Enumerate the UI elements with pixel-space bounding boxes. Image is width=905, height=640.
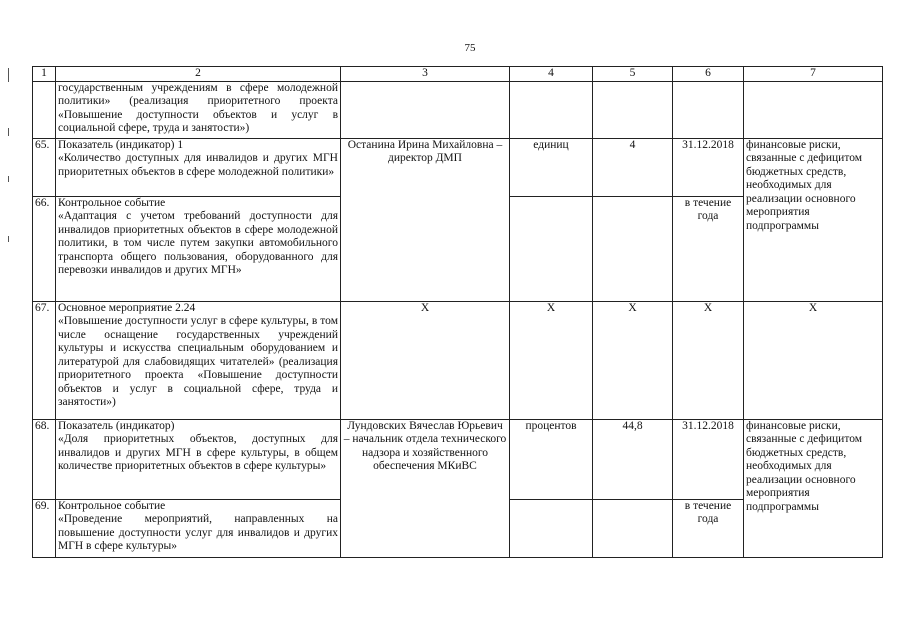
row-value: 44,8 — [593, 419, 673, 499]
row-responsible — [341, 81, 510, 138]
row-name — [56, 499, 341, 557]
row-unit — [510, 196, 593, 301]
table-row — [33, 301, 883, 419]
row-risk: Х — [744, 301, 883, 419]
row-date: 31.12.2018 — [673, 138, 744, 196]
table-row — [33, 81, 883, 138]
row-responsible: Останина Ирина Михайловна – директор ДМП — [341, 138, 510, 301]
header-cell: 1 — [33, 67, 56, 82]
row-number: 66. — [33, 196, 56, 301]
row-date: 31.12.2018 — [673, 419, 744, 499]
row-name: государственным учреждениям в сфере молодежной политики» (реализация приоритетного проекта «Повышение доступности объектов и услуг в социальной сфере, труда и занятости») — [56, 81, 341, 138]
row-number: 67. — [33, 301, 56, 419]
margin-mark — [8, 176, 9, 182]
margin-mark — [8, 128, 9, 136]
row-number: 65. — [33, 138, 56, 196]
row-number — [33, 81, 56, 138]
row-description: «Количество доступных для инвалидов и других МГН приоритетных объектов в сфере молодежной политики» — [58, 152, 338, 178]
row-name — [56, 138, 341, 196]
row-name — [56, 419, 341, 499]
header-row — [33, 67, 883, 82]
header-cell: 6 — [673, 67, 744, 82]
row-value — [593, 499, 673, 557]
row-title: Контрольное событие — [58, 196, 166, 209]
row-description: «Проведение мероприятий, направленных на повышение доступности услуг для инвалидов и других МГН в сфере культуры» — [58, 513, 338, 552]
row-date: Х — [673, 301, 744, 419]
row-title: Показатель (индикатор) 1 — [58, 138, 184, 151]
margin-mark — [8, 236, 9, 242]
header-cell: 5 — [593, 67, 673, 82]
row-number: 68. — [33, 419, 56, 499]
margin-mark — [8, 68, 9, 82]
header-cell: 7 — [744, 67, 883, 82]
row-name — [56, 196, 341, 301]
row-responsible: Лундовских Вячеслав Юрьевич – начальник отдела технического надзора и хозяйственного обеспечения МКиВС — [341, 419, 510, 557]
row-date — [673, 81, 744, 138]
table-row — [33, 419, 883, 499]
row-risk: финансовые риски, связанные с дефицитом бюджетных средств, необходимых для реализации основного мероприятия подпрограммы — [744, 138, 883, 301]
row-description: «Доля приоритетных объектов, доступных для инвалидов и других МГН в сфере культуры, в общем количестве приоритетных объектов в сфере культуры» — [58, 433, 338, 472]
row-value: 4 — [593, 138, 673, 196]
row-responsible: Х — [341, 301, 510, 419]
row-unit — [510, 499, 593, 557]
row-date: в течение года — [673, 196, 744, 301]
row-unit: единиц — [510, 138, 593, 196]
row-title: Показатель (индикатор) — [58, 419, 175, 432]
row-description: «Адаптация с учетом требований доступности для инвалидов приоритетных объектов в сфере молодежной политики, в том числе путем закупки автомобильного транспорта общего пользования, оборудованного для перевозки инвалидов и других МГН» — [58, 210, 338, 276]
header-cell: 2 — [56, 67, 341, 82]
row-value — [593, 196, 673, 301]
header-cell: 4 — [510, 67, 593, 82]
row-description: «Повышение доступности услуг в сфере культуры, в том числе оснащение государственных учреждений культуры и искусства специальным оборудованием и литературой для слабовидящих читателей» (реализация приоритетного проекта «Повышение доступности объектов и услуг в социальной сфере, труда и занятости») — [58, 315, 338, 408]
page-number: 75 — [464, 42, 476, 54]
row-unit — [510, 81, 593, 138]
row-value: Х — [593, 301, 673, 419]
row-name — [56, 301, 341, 419]
row-unit: процентов — [510, 419, 593, 499]
row-value — [593, 81, 673, 138]
row-risk — [744, 81, 883, 138]
plan-table — [32, 66, 883, 558]
row-title: Контрольное событие — [58, 499, 166, 512]
row-unit: Х — [510, 301, 593, 419]
row-number: 69. — [33, 499, 56, 557]
row-date: в течение года — [673, 499, 744, 557]
row-title: Основное мероприятие 2.24 — [58, 301, 196, 314]
table-row — [33, 138, 883, 196]
row-risk: финансовые риски, связанные с дефицитом бюджетных средств, необходимых для реализации основного мероприятия подпрограммы — [744, 419, 883, 557]
header-cell: 3 — [341, 67, 510, 82]
